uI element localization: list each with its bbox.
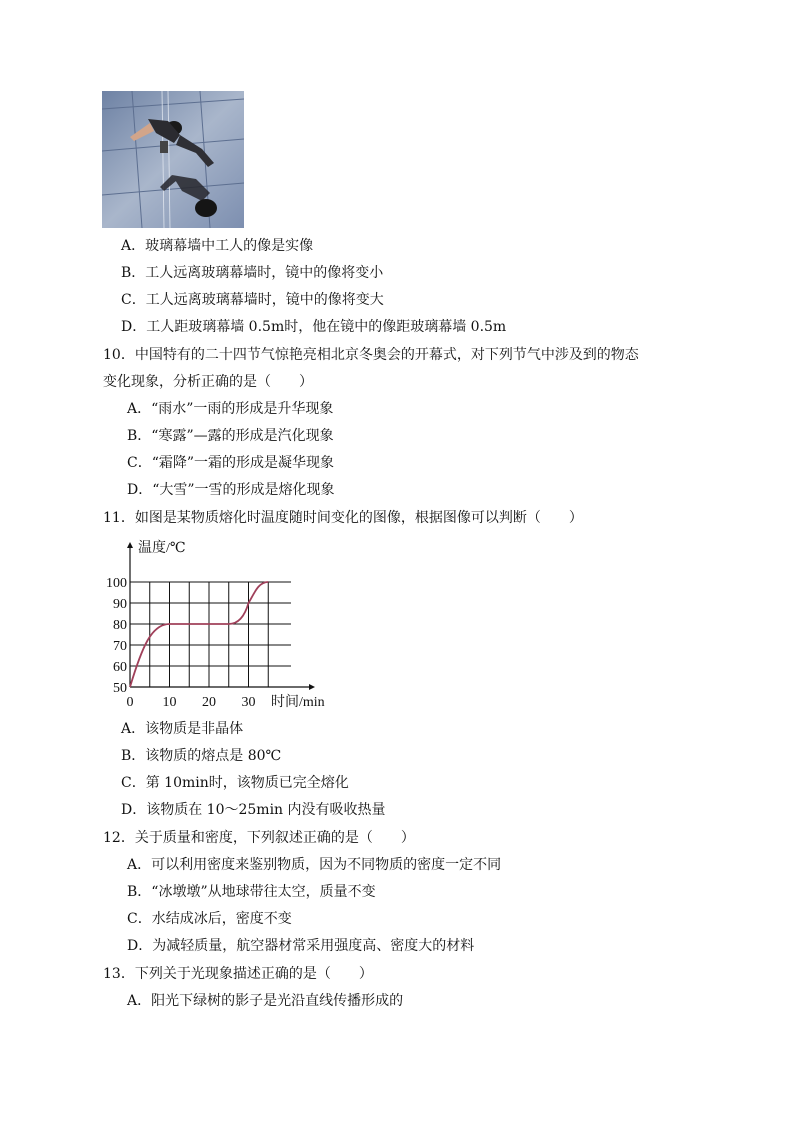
y-tick-label: 80 <box>113 618 127 633</box>
q9-option-d: D．工人距玻璃幕墙 0.5m时，他在镜中的像距玻璃幕墙 0.5m <box>121 319 507 335</box>
y-tick-labels <box>106 576 127 696</box>
melting-curve-line <box>130 582 268 687</box>
q11-option-a: A．该物质是非晶体 <box>121 721 244 737</box>
q13-option-a: A．阳光下绿树的影子是光沿直线传播形成的 <box>127 993 404 1009</box>
q9-option-a: A．玻璃幕墙中工人的像是实像 <box>121 238 314 254</box>
q11-option-b: B．该物质的熔点是 80℃ <box>121 748 282 764</box>
y-tick-label: 50 <box>113 681 127 696</box>
q10-option-b: B．“寒露”—露的形成是汽化现象 <box>127 428 334 444</box>
x-tick-labels <box>127 695 256 710</box>
y-axis-arrow <box>127 542 133 548</box>
x-axis-arrow <box>309 684 315 690</box>
q10-stem-line1: 10．中国特有的二十四节气惊艳亮相北京冬奥会的开幕式，对下列节气中涉及到的物态 <box>103 347 639 363</box>
q12-option-a: A．可以利用密度来鉴别物质，因为不同物质的密度一定不同 <box>127 857 502 873</box>
y-tick-label: 90 <box>113 597 127 612</box>
q10-option-a: A．“雨水”一雨的形成是升华现象 <box>127 401 334 417</box>
q13-stem: 13．下列关于光现象描述正确的是（ ） <box>103 966 373 982</box>
chart-grid <box>130 582 291 687</box>
q11-stem: 11．如图是某物质熔化时温度随时间变化的图像，根据图像可以判断（ ） <box>103 510 583 526</box>
y-tick-label: 60 <box>113 660 127 675</box>
q9-option-b: B．工人远离玻璃幕墙时，镜中的像将变小 <box>121 265 384 281</box>
x-tick-label: 10 <box>162 695 177 710</box>
melting-curve-chart <box>96 532 346 712</box>
q11-option-c: C．第 10min时，该物质已完全熔化 <box>121 775 349 791</box>
q9-option-c: C．工人远离玻璃幕墙时，镜中的像将变大 <box>121 292 384 308</box>
q12-option-d: D．为减轻质量，航空器材常采用强度高、密度大的材料 <box>127 938 475 954</box>
y-tick-label: 100 <box>106 576 127 591</box>
worker-photo <box>102 91 244 228</box>
y-axis-label: 温度/℃ <box>138 541 186 556</box>
x-tick-label: 20 <box>202 695 216 710</box>
chart-series <box>130 582 268 687</box>
q11-option-d: D．该物质在 10～25min 内没有吸收热量 <box>121 802 386 818</box>
q10-option-c: C．“霜降”一霜的形成是凝华现象 <box>127 455 335 471</box>
chart-axes <box>127 542 315 690</box>
x-tick-label: 30 <box>241 695 256 710</box>
x-tick-label: 0 <box>126 695 134 710</box>
q12-option-b: B．“冰墩墩”从地球带往太空，质量不变 <box>127 884 376 900</box>
q12-stem: 12．关于质量和密度，下列叙述正确的是（ ） <box>103 830 415 846</box>
q12-option-c: C．水结成冰后，密度不变 <box>127 911 292 927</box>
x-axis-label: 时间/min <box>271 695 325 710</box>
q10-option-d: D．“大雪”一雪的形成是熔化现象 <box>127 482 335 498</box>
y-tick-label: 70 <box>113 639 127 654</box>
q10-stem-line2: 变化现象，分析正确的是（ ） <box>103 374 313 390</box>
